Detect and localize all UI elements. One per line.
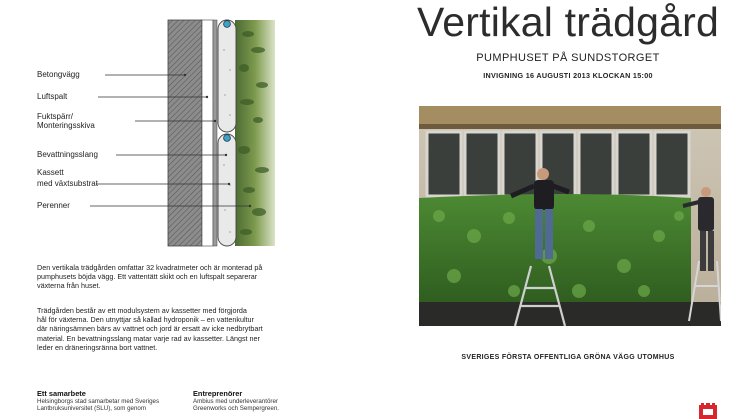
concrete-wall — [168, 20, 202, 246]
page-title: Vertikal trädgård — [417, 0, 719, 45]
collaboration-section: Ett samarbete Helsingborgs stad samarbetar med Sveriges Lantbruksuniversitet (SLU), som genom — [37, 389, 187, 413]
label-cassette-substrate: med växtsubstrat — [37, 179, 98, 188]
label-moisture-barrier: Fuktspärr/ — [37, 112, 74, 121]
photo-caption: SVERIGES FÖRSTA OFFENTLIGA GRÖNA VÄGG UTOMHUS — [461, 354, 675, 361]
green-wall-photo — [419, 106, 721, 326]
intro-paragraph: Den vertikala trädgården omfattar 32 kvadratmeter och är monterad på pumphusets böjda vägg. Ett vattentätt skikt och en luftspalt separerar växterna från huset. — [37, 263, 263, 291]
cassette-upper — [218, 20, 236, 132]
irrigation-hose-mid — [224, 135, 231, 142]
page-subtitle: PUMPHUSET PÅ SUNDSTORGET — [476, 52, 660, 64]
collaboration-heading: Ett samarbete — [37, 389, 86, 398]
label-concrete-wall: Betongvägg — [37, 70, 80, 79]
contractors-heading: Entreprenörer — [193, 389, 243, 398]
label-irrigation-hose: Bevattningsslang — [37, 150, 98, 159]
system-paragraph: Trädgården består av ett modulsystem av kassetter med förgjorda hål för växterna. Den utnyttjar så kallad hydroponik – en vattenkultur där näringsämnen bärs av vattnet och jord är ersatt av icke nedbrytbart material. En bevattningsslang matar varje rad av kassetter. Längst ner leder en dräneringsränna bort vattnet. — [37, 306, 263, 352]
inauguration-date: INVIGNING 16 AUGUSTI 2013 KLOCKAN 15:00 — [483, 71, 653, 80]
wall-section-diagram — [0, 0, 380, 260]
label-mounting-board: Monteringsskiva — [37, 121, 95, 130]
city-crest-icon — [697, 400, 719, 419]
irrigation-hose-top — [224, 21, 231, 28]
wall-base — [419, 302, 721, 326]
label-air-gap: Luftspalt — [37, 92, 68, 101]
air-gap — [202, 20, 213, 246]
label-cassette: Kassett — [37, 168, 64, 177]
moisture-barrier — [213, 20, 217, 246]
label-perennials: Perenner — [37, 201, 70, 210]
contractors-section: Entreprenörer Ambius med underleverantörer Greenworks och Sempergreen. — [193, 389, 343, 413]
cassette-lower — [218, 134, 236, 246]
